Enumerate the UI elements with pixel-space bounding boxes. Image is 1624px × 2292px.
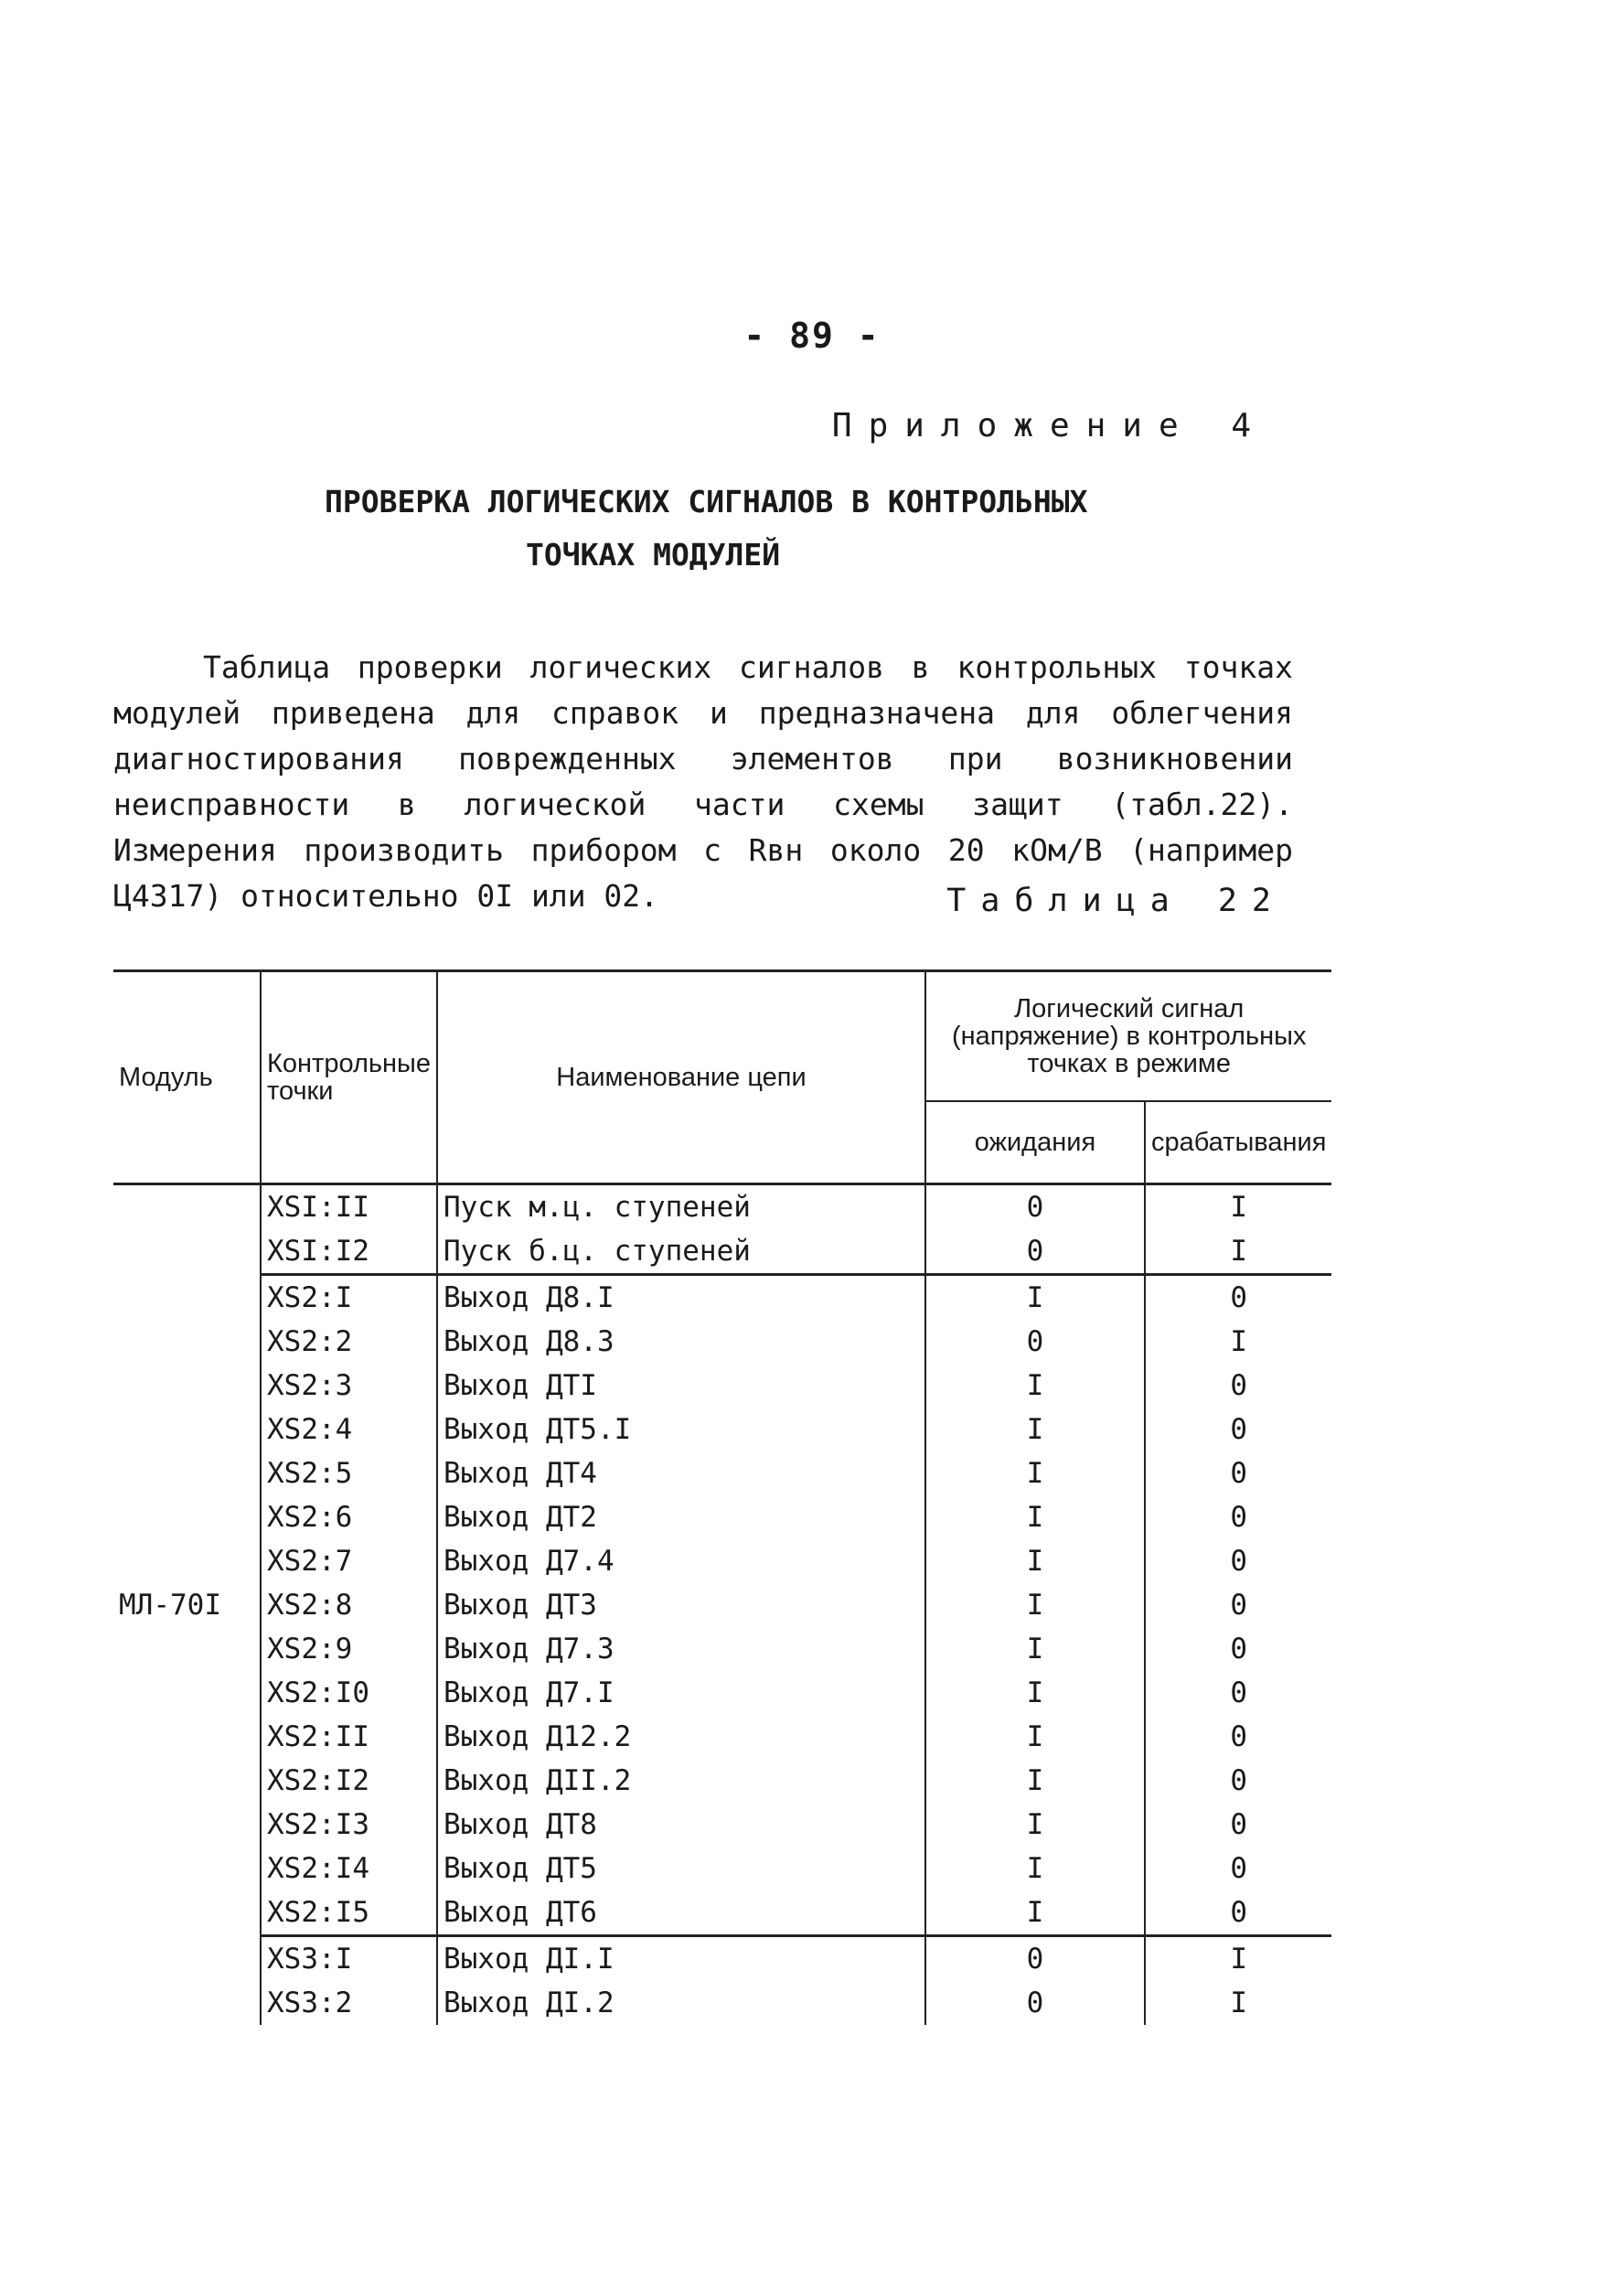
cell-circuit: Пуск м.ц. ступеней (437, 1184, 925, 1230)
table-label: Таблица 22 (946, 883, 1286, 919)
cell-circuit: Выход ДII.2 (437, 1759, 925, 1803)
cell-standby: I (925, 1583, 1145, 1627)
cell-trigger: 0 (1145, 1847, 1331, 1890)
cell-circuit: Выход Д8.3 (437, 1320, 925, 1364)
header-circuit: Наименование цепи (437, 971, 925, 1184)
header-points: Контрольные точки (261, 971, 437, 1184)
cell-trigger: 0 (1145, 1408, 1331, 1451)
cell-trigger: I (1145, 1981, 1331, 2025)
cell-standby: I (925, 1847, 1145, 1890)
cell-circuit: Пуск б.ц. ступеней (437, 1229, 925, 1275)
cell-point: XS3:I (261, 1936, 437, 1982)
table-row (113, 1184, 1331, 1230)
module-name: МЛ-70I (113, 1184, 261, 2026)
table-row (113, 1275, 1331, 1321)
cell-circuit: Выход ДI.I (437, 1936, 925, 1982)
cell-circuit: Выход Д7.I (437, 1671, 925, 1715)
cell-point: XS2:7 (261, 1539, 437, 1583)
cell-point: XS2:3 (261, 1364, 437, 1408)
header-signal: Логический сигнал (напряжение) в контрольных точках в режиме (925, 971, 1331, 1102)
cell-circuit: Выход ДТ8 (437, 1803, 925, 1847)
cell-circuit: Выход Д8.I (437, 1275, 925, 1321)
table-row (113, 1715, 1331, 1759)
signals-table (113, 969, 1331, 2025)
cell-standby: I (925, 1803, 1145, 1847)
header-module: Модуль (113, 971, 261, 1184)
cell-point: XS2:5 (261, 1451, 437, 1495)
section-title-line2: ТОЧКАХ МОДУЛЕЙ (526, 537, 781, 573)
cell-trigger: I (1145, 1184, 1331, 1230)
cell-circuit: Выход Д7.4 (437, 1539, 925, 1583)
cell-circuit: Выход ДТ2 (437, 1495, 925, 1539)
cell-point: XS2:8 (261, 1583, 437, 1627)
cell-trigger: I (1145, 1320, 1331, 1364)
intro-paragraph: Таблица проверки логических сигналов в контрольных точках модулей приведена для справок и предназначена для облегчения диагностирования поврежденных элементов при возникновении неисправности в логической части схемы защит (табл.22). Измерения производить прибором с Rвн около 20 кОм/В (например Ц4317) относительно 0I или 02. (113, 649, 1293, 914)
cell-circuit: Выход ДТ5 (437, 1847, 925, 1890)
cell-point: XS2:4 (261, 1408, 437, 1451)
cell-standby: I (925, 1495, 1145, 1539)
cell-standby: I (925, 1539, 1145, 1583)
cell-standby: 0 (925, 1184, 1145, 1230)
cell-standby: I (925, 1671, 1145, 1715)
cell-point: XS2:I2 (261, 1759, 437, 1803)
table-row (113, 1981, 1331, 2025)
cell-standby: I (925, 1627, 1145, 1671)
cell-standby: I (925, 1275, 1145, 1321)
cell-point: XS2:9 (261, 1627, 437, 1671)
cell-circuit: Выход ДI.2 (437, 1981, 925, 2025)
cell-standby: I (925, 1715, 1145, 1759)
cell-point: XS2:I0 (261, 1671, 437, 1715)
cell-trigger: 0 (1145, 1671, 1331, 1715)
table-row (113, 1320, 1331, 1364)
cell-trigger: 0 (1145, 1759, 1331, 1803)
table-body (113, 1184, 1331, 2026)
cell-trigger: 0 (1145, 1495, 1331, 1539)
table-row (113, 1451, 1331, 1495)
cell-point: XS2:2 (261, 1320, 437, 1364)
cell-circuit: Выход Д12.2 (437, 1715, 925, 1759)
cell-circuit: Выход ДТI (437, 1364, 925, 1408)
cell-trigger: 0 (1145, 1627, 1331, 1671)
cell-standby: I (925, 1759, 1145, 1803)
table-row (113, 1583, 1331, 1627)
cell-trigger: I (1145, 1936, 1331, 1982)
cell-standby: I (925, 1364, 1145, 1408)
section-title (325, 476, 1148, 582)
cell-trigger: 0 (1145, 1539, 1331, 1583)
cell-circuit: Выход ДТ6 (437, 1890, 925, 1936)
cell-trigger: 0 (1145, 1275, 1331, 1321)
cell-circuit: Выход Д7.3 (437, 1627, 925, 1671)
cell-trigger: 0 (1145, 1583, 1331, 1627)
cell-standby: 0 (925, 1229, 1145, 1275)
cell-point: XS2:I5 (261, 1890, 437, 1936)
cell-trigger: 0 (1145, 1803, 1331, 1847)
cell-circuit: Выход ДТ5.I (437, 1408, 925, 1451)
appendix-label: Приложение 4 (831, 407, 1267, 444)
cell-point: XS2:II (261, 1715, 437, 1759)
header-standby: ожидания (925, 1101, 1145, 1184)
cell-standby: I (925, 1408, 1145, 1451)
table-row (113, 1936, 1331, 1982)
cell-trigger: 0 (1145, 1715, 1331, 1759)
table-row (113, 1408, 1331, 1451)
cell-standby: I (925, 1451, 1145, 1495)
header-trigger: срабатывания (1145, 1101, 1331, 1184)
table-row (113, 1539, 1331, 1583)
cell-point: XSI:II (261, 1184, 437, 1230)
table-row (113, 1847, 1331, 1890)
cell-standby: 0 (925, 1981, 1145, 2025)
cell-circuit: Выход ДТ4 (437, 1451, 925, 1495)
cell-point: XS2:I3 (261, 1803, 437, 1847)
cell-point: XS2:I4 (261, 1847, 437, 1890)
table-row (113, 1495, 1331, 1539)
cell-standby: I (925, 1890, 1145, 1936)
table-row (113, 1229, 1331, 1275)
cell-standby: 0 (925, 1936, 1145, 1982)
cell-trigger: I (1145, 1229, 1331, 1275)
table-row (113, 1803, 1331, 1847)
table-row (113, 1890, 1331, 1936)
cell-trigger: 0 (1145, 1890, 1331, 1936)
cell-point: XS2:I (261, 1275, 437, 1321)
cell-trigger: 0 (1145, 1364, 1331, 1408)
cell-circuit: Выход ДТ3 (437, 1583, 925, 1627)
cell-trigger: 0 (1145, 1451, 1331, 1495)
cell-point: XS2:6 (261, 1495, 437, 1539)
table-row (113, 1627, 1331, 1671)
cell-point: XS3:2 (261, 1981, 437, 2025)
page-number: - 89 - (743, 316, 881, 356)
cell-point: XSI:I2 (261, 1229, 437, 1275)
table-row (113, 1759, 1331, 1803)
table-row (113, 1671, 1331, 1715)
cell-standby: 0 (925, 1320, 1145, 1364)
table-row (113, 1364, 1331, 1408)
section-title-line1: ПРОВЕРКА ЛОГИЧЕСКИХ СИГНАЛОВ В КОНТРОЛЬНЫХ (325, 484, 1088, 519)
